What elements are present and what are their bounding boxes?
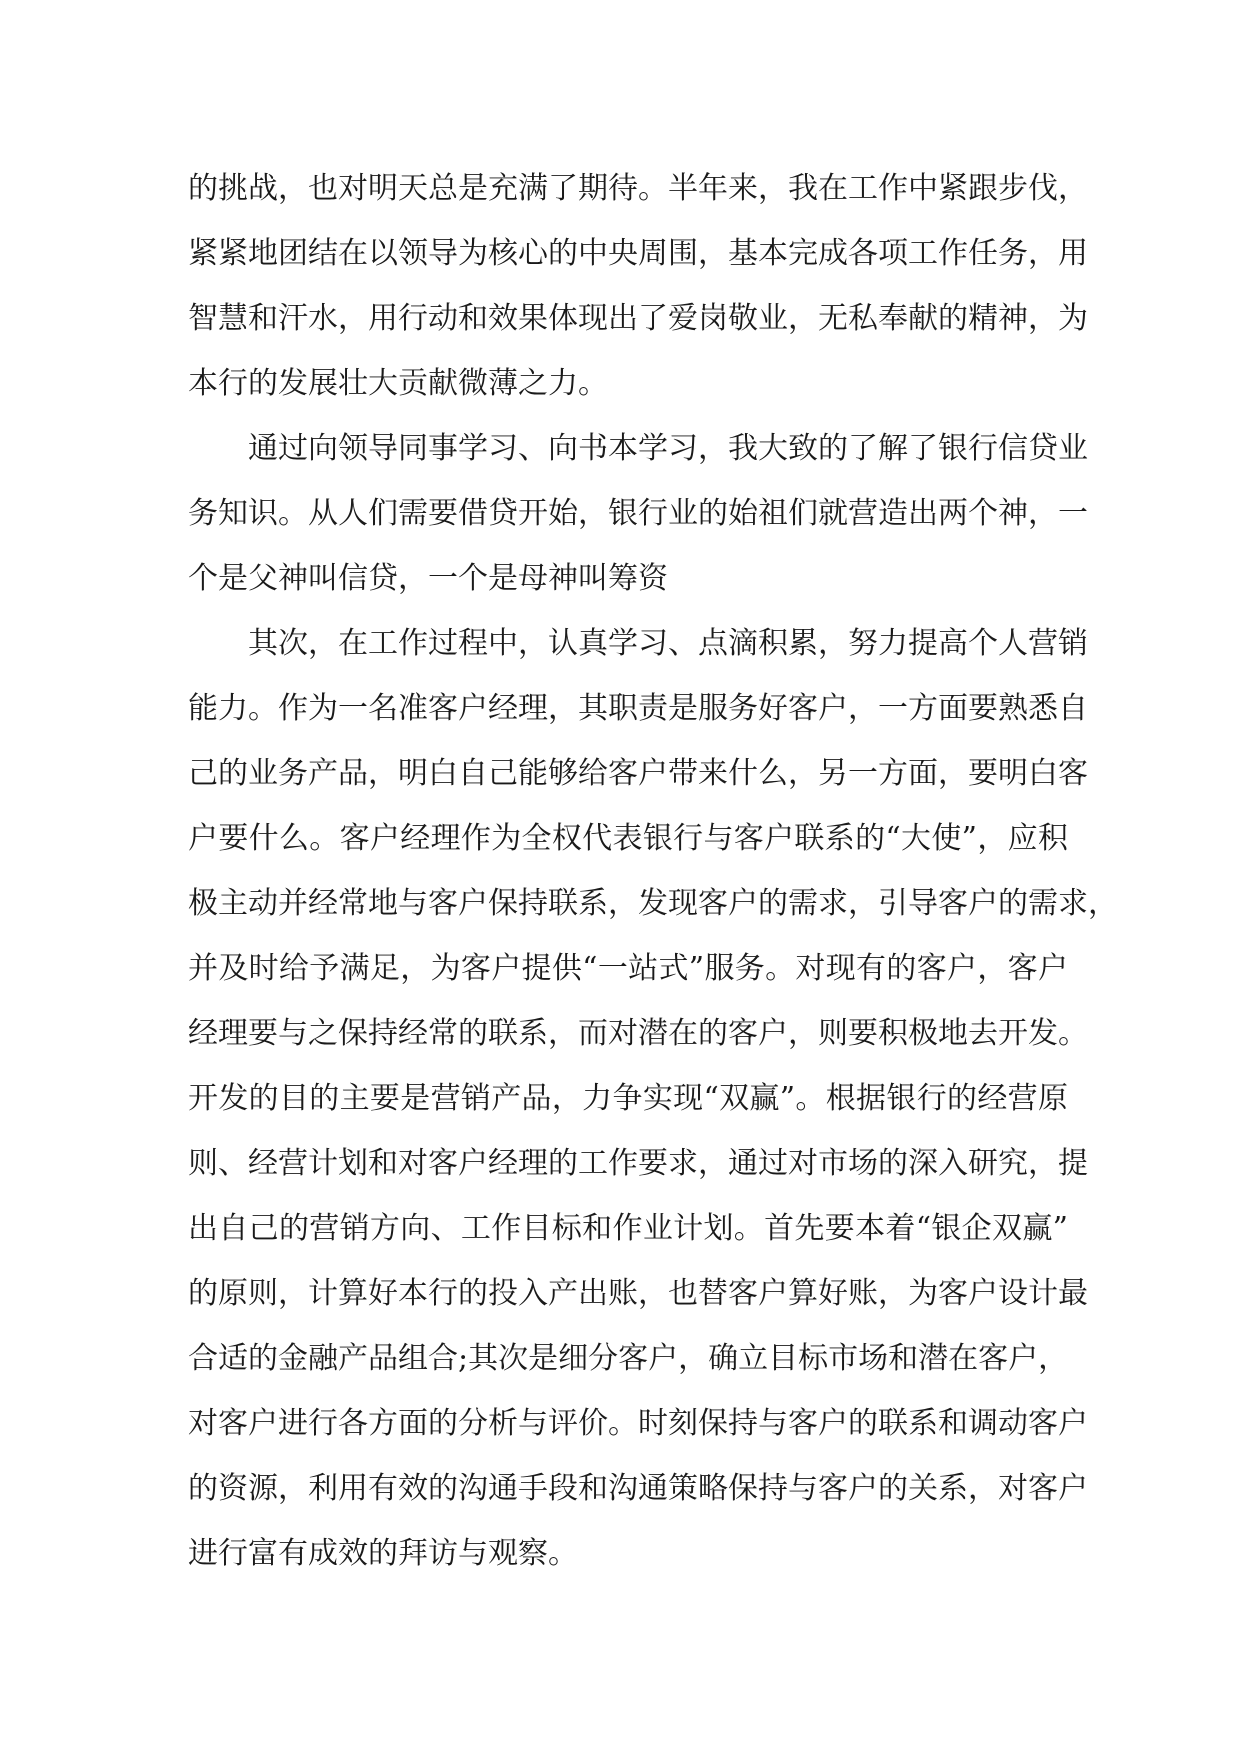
paragraph-1-line-4: 本行的发展壮大贡献微薄之力。: [188, 366, 608, 401]
paragraph-3-line-6: 并及时给予满足，为客户提供“一站式”服务。对现有的客户，客户: [188, 951, 1068, 986]
paragraph-3-line-11: 的原则，计算好本行的投入产出账，也替客户算好账，为客户设计最: [188, 1276, 1088, 1311]
paragraph-1-line-1: 的挑战，也对明天总是充满了期待。半年来，我在工作中紧跟步伐，: [188, 171, 1088, 206]
paragraph-3-line-2: 能力。作为一名准客户经理，其职责是服务好客户，一方面要熟悉自: [188, 691, 1088, 726]
paragraph-2-line-1: 通过向领导同事学习、向书本学习，我大致的了解了银行信贷业: [248, 431, 1088, 466]
paragraph-3-line-15: 进行富有成效的拜访与观察。: [188, 1536, 578, 1571]
paragraph-3-line-13: 对客户进行各方面的分析与评价。时刻保持与客户的联系和调动客户: [188, 1406, 1088, 1441]
paragraph-3-line-1: 其次，在工作过程中，认真学习、点滴积累，努力提高个人营销: [248, 626, 1088, 661]
paragraph-3-line-4: 户要什么。客户经理作为全权代表银行与客户联系的“大使”，应积: [188, 821, 1068, 856]
paragraph-3-line-7: 经理要与之保持经常的联系，而对潜在的客户，则要积极地去开发。: [188, 1016, 1088, 1051]
paragraph-2-line-3: 个是父神叫信贷，一个是母神叫筹资: [188, 561, 668, 596]
paragraph-3-line-5: 极主动并经常地与客户保持联系，发现客户的需求，引导客户的需求，: [188, 886, 1118, 921]
paragraph-3-line-12: 合适的金融产品组合;其次是细分客户，确立目标市场和潜在客户，: [188, 1341, 1069, 1376]
paragraph-2-line-2: 务知识。从人们需要借贷开始，银行业的始祖们就营造出两个神，一: [188, 496, 1088, 531]
paragraph-3-line-10: 出自己的营销方向、工作目标和作业计划。首先要本着“银企双赢”: [188, 1211, 1068, 1246]
paragraph-3-line-8: 开发的目的主要是营销产品，力争实现“双赢”。根据银行的经营原: [188, 1081, 1068, 1116]
paragraph-3-line-14: 的资源，利用有效的沟通手段和沟通策略保持与客户的关系，对客户: [188, 1471, 1088, 1506]
document-body: [188, 156, 1118, 1586]
paragraph-1-line-3: 智慧和汗水，用行动和效果体现出了爱岗敬业，无私奉献的精神，为: [188, 301, 1088, 336]
paragraph-3-line-9: 则、经营计划和对客户经理的工作要求，通过对市场的深入研究，提: [188, 1146, 1088, 1181]
paragraph-3-line-3: 己的业务产品，明白自己能够给客户带来什么，另一方面，要明白客: [188, 756, 1088, 791]
paragraph-1-line-2: 紧紧地团结在以领导为核心的中央周围，基本完成各项工作任务，用: [188, 236, 1088, 271]
